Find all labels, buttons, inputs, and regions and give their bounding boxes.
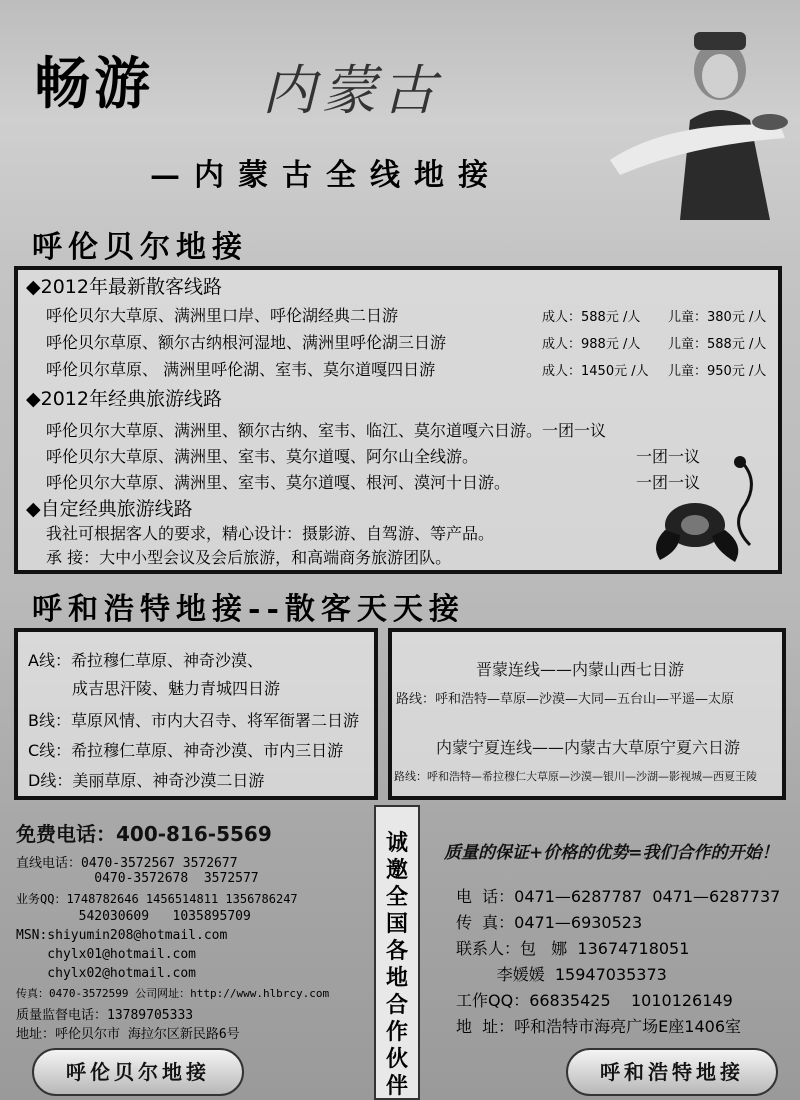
route-text: 呼伦贝尔大草原、满洲里、室韦、莫尔道嘎、阿尔山全线游。	[46, 447, 479, 466]
route-line: C线：希拉穆仁草原、神奇沙漠、市内三日游	[28, 741, 344, 760]
route-text: 呼伦贝尔草原、额尔古纳根河湿地、满洲里呼伦湖三日游	[46, 333, 447, 352]
contact-line: chylx01@hotmail.com	[16, 947, 197, 962]
contact-line: 联系人：包 娜 13674718051	[456, 939, 690, 958]
route-line: A线：希拉穆仁草原、神奇沙漠、	[28, 651, 263, 670]
contact-line: 地址：呼伦贝尔市 海拉尔区新民路6号	[16, 1027, 240, 1042]
contact-line: chylx02@hotmail.com	[16, 966, 197, 981]
hulunbuir-button[interactable]: 呼伦贝尔地接	[32, 1048, 244, 1096]
contact-line: 李媛媛 15947035373	[456, 965, 667, 984]
contact-line: 业务QQ：1748782646 1456514811 1356786247	[16, 892, 298, 906]
child-price: 儿童：950元 /人	[668, 364, 767, 379]
group-heading: ◆自定经典旅游线路	[26, 498, 193, 520]
hohhot-button[interactable]: 呼和浩特地接	[566, 1048, 778, 1096]
contact-line: 传真：0470-3572599 公司网址：http://www.hlbrcy.com	[16, 987, 330, 1000]
custom-line: 承 接：大中小型会议及会后旅游，和高端商务旅游团队。	[46, 548, 452, 567]
brand-subtitle: —内蒙古全线地接	[150, 158, 502, 193]
contact-line: 工作QQ：66835425 1010126149	[456, 991, 733, 1010]
combo-route-title: 晋蒙连线——内蒙山西七日游	[476, 660, 685, 679]
route-line: D线：美丽草原、神奇沙漠二日游	[28, 771, 265, 790]
adult-price: 成人：1450元 /人	[542, 364, 649, 379]
contact-line: 传 真：0471—6930523	[456, 913, 643, 932]
vertical-slogan: 诚邀全国各地合作伙伴	[385, 830, 408, 1099]
route-note: 一团一议	[636, 447, 701, 466]
custom-line: 我社可根据客人的要求，精心设计：摄影游、自驾游、等产品。	[46, 524, 495, 543]
route-text: 呼伦贝尔草原、 满洲里呼伦湖、室韦、莫尔道嘎四日游	[46, 360, 436, 379]
contact-line: MSN:shiyumin208@hotmail.com	[16, 928, 228, 943]
group-heading: ◆2012年最新散客线路	[26, 276, 222, 298]
route-line: B线：草原风情、市内大召寺、将军衙署二日游	[28, 711, 359, 730]
slogan: 质量的保证+价格的优势=我们合作的开始！	[444, 843, 779, 863]
brand-script-title: 内蒙古	[262, 59, 442, 122]
hulunbuir-section-title: 呼伦贝尔地接	[32, 230, 248, 265]
hotline: 免费电话：400-816-5569	[16, 822, 272, 846]
contact-line: 地 址：呼和浩特市海亮广场E座1406室	[456, 1017, 742, 1036]
adult-price: 成人：588元 /人	[542, 310, 641, 325]
combo-route-title: 内蒙宁夏连线——内蒙古大草原宁夏六日游	[436, 738, 741, 757]
combo-route-detail: 路线：呼和浩特—草原—沙漠—大同—五台山—平遥—太原	[396, 692, 735, 707]
contact-line: 电 话：0471—6287787 0471—6287737	[456, 887, 781, 906]
contact-line: 542030609 1035895709	[16, 909, 251, 924]
combo-route-detail: 路线：呼和浩特—希拉穆仁大草原—沙漠—银川—沙湖—影视城—西夏王陵	[394, 770, 757, 783]
adult-price: 成人：988元 /人	[542, 337, 641, 352]
hohhot-section-title: 呼和浩特地接--散客天天接	[32, 592, 465, 627]
route-text: 呼伦贝尔大草原、满洲里、额尔古纳、室韦、临江、莫尔道嘎六日游。一团一议	[46, 421, 607, 440]
route-line: 成吉思汗陵、魅力青城四日游	[72, 679, 281, 698]
route-text: 呼伦贝尔大草原、满洲里、室韦、莫尔道嘎、根河、漠河十日游。	[46, 473, 511, 492]
mongolian-woman-illustration	[610, 10, 790, 220]
child-price: 儿童：588元 /人	[668, 337, 767, 352]
flower-ornament-icon	[650, 450, 778, 568]
route-note: 一团一议	[636, 473, 701, 492]
route-text: 呼伦贝尔大草原、满洲里口岸、呼伦湖经典二日游	[46, 306, 399, 325]
contact-line: 质量监督电话：13789705333	[16, 1008, 194, 1023]
contact-line: 直线电话：0470-3572567 3572677	[16, 856, 238, 871]
contact-line: 0470-3572678 3572577	[16, 871, 259, 886]
brand-title: 畅游	[34, 51, 154, 117]
child-price: 儿童：380元 /人	[668, 310, 767, 325]
group-heading: ◆2012年经典旅游线路	[26, 388, 222, 410]
